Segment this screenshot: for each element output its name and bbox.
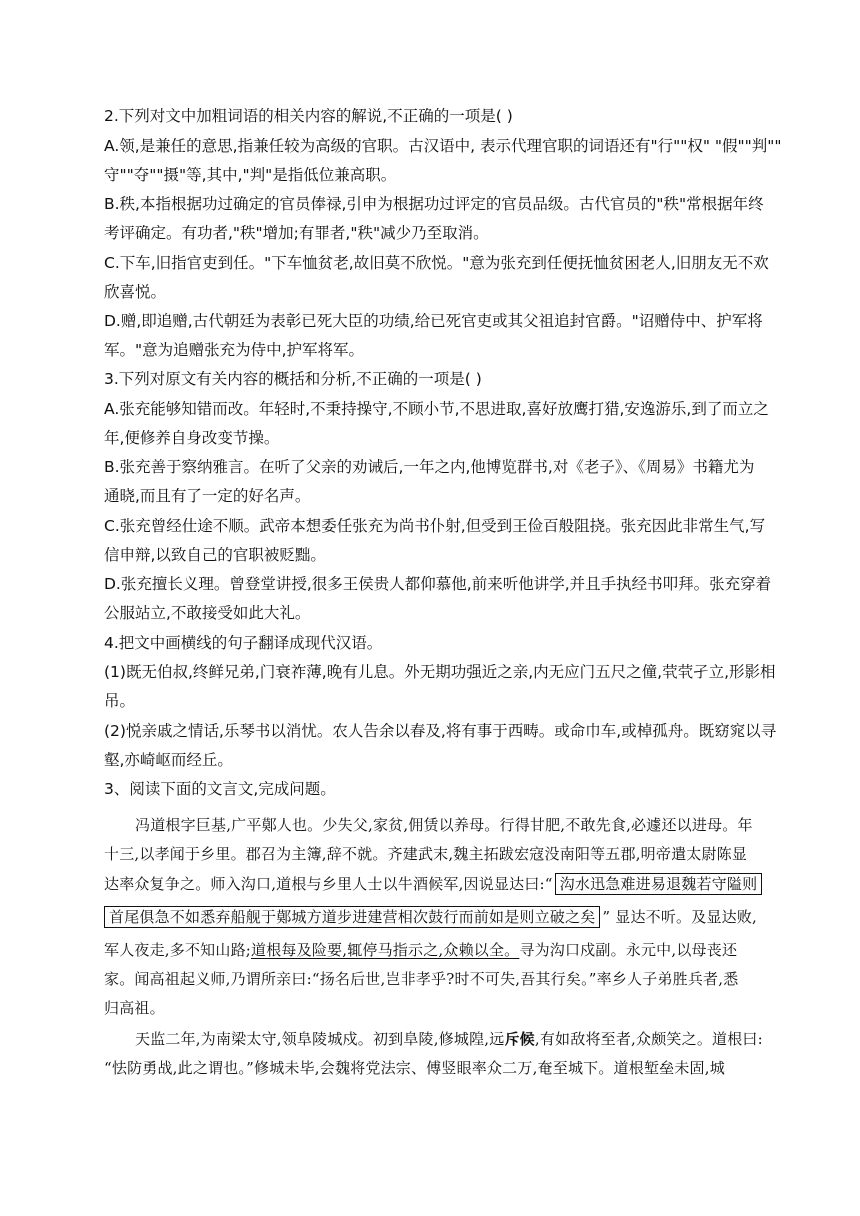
q3-stem: 3.下列对原文有关内容的概括和分析,不正确的一项是( ) <box>104 370 482 388</box>
section3-heading: 3、阅读下面的文言文,完成问题。 <box>104 780 336 798</box>
q3-option-a-line1: A.张充能够知错而改。年轻时,不秉持操守,不顾小节,不思进取,喜好放鹰打猎,安逸游乐,到了而立之 <box>104 400 769 418</box>
passage-text: 天监二年,为南梁太守,领阜陵城戍。初到阜陵,修城隍,远 <box>135 1030 505 1048</box>
passage-text: 军人夜走,多不知山路; <box>104 941 252 959</box>
passage-p1-line6: 家。闻高祖起义师,乃谓所亲曰:“扬名后世,岂非孝乎?时不可失,吾其行矣。”率乡人子弟胜兵者,悉 <box>104 970 739 988</box>
passage-p2-line2: “怯防勇战,此之谓也。”修城未毕,会魏将党法宗、傅竖眼率众二万,奄至城下。道根堑垒未固,城 <box>104 1059 725 1077</box>
boxed-sentence-part1: 沟水迅急难进易退魏若守隘则 <box>555 873 763 895</box>
bold-term: 斥候 <box>504 1030 535 1048</box>
q2-option-d-line2: 军。"意为追赠张充为侍中,护军将军。 <box>104 341 365 359</box>
q3-option-c-line1: C.张充曾经仕途不顺。武帝本想委任张充为尚书仆射,但受到王俭百般阻挠。张充因此非常生气,写 <box>104 517 766 535</box>
passage-p2-line1 <box>135 1029 764 1049</box>
q3-option-c-line2: 信申辩,以致自己的官职被贬黜。 <box>104 546 326 564</box>
passage-text: ,有如敌将至者,众颇笑之。道根曰: <box>534 1030 763 1048</box>
q3-option-d-line2: 公服站立,不敢接受如此大礼。 <box>104 604 311 622</box>
q3-option-a-line2: 年,便修养自身改变节操。 <box>104 429 280 447</box>
q2-option-b-line2: 考评确定。有功者,"秩"增加;有罪者,"秩"减少乃至取消。 <box>104 224 489 242</box>
passage-p1-line7: 归高祖。 <box>104 999 165 1017</box>
q2-option-a-line2: 守""夺""摄"等,其中,"判"是指低位兼高职。 <box>104 166 397 184</box>
q4-sentence2-line2: 壑,亦崎岖而经丘。 <box>104 751 233 769</box>
passage-p1-line1: 冯道根字巨基,广平鄚人也。少失父,家贫,佣赁以养母。行得甘肥,不敢先食,必遽还以进母。年 <box>135 816 753 834</box>
underlined-sentence: 道根每及险要,辄停马指示之,众赖以全。 <box>251 941 520 959</box>
q2-option-d-line1: D.赠,即追赠,古代朝廷为表彰已死大臣的功绩,给已死官吏或其父祖追封官爵。"诏赠侍中、护军将 <box>104 312 763 330</box>
passage-p1-line5 <box>104 940 764 960</box>
q4-sentence1-line2: 吊。 <box>104 692 136 710</box>
q2-option-c-line2: 欣喜悦。 <box>104 283 167 301</box>
passage-text: ” 显达不听。及显达败, <box>602 908 758 926</box>
q2-option-a-line1: A.领,是兼任的意思,指兼任较为高级的官职。古汉语中, 表示代理官职的词语还有"行""权" "假""判"" <box>104 137 782 155</box>
q4-stem: 4.把文中画横线的句子翻译成现代汉语。 <box>104 634 383 652</box>
q2-option-c-line1: C.下车,旧指官吏到任。"下车恤贫老,故旧莫不欣悦。"意为张充到任便抚恤贫困老人,旧朋友无不欢 <box>104 254 769 272</box>
q3-option-d-line1: D.张充擅长义理。曾登堂讲授,很多王侯贵人都仰慕他,前来听他讲学,并且手执经书叩拜。张充穿着 <box>104 575 772 593</box>
q4-sentence2-line1: (2)悦亲戚之情话,乐琴书以消忧。农人告余以春及,将有事于西畴。或命巾车,或棹孤舟。既窈窕以寻 <box>104 722 777 740</box>
q2-stem: 2.下列对文中加粗词语的相关内容的解说,不正确的一项是( ) <box>104 107 513 125</box>
q2-option-b-line1: B.秩,本指根据功过确定的官员俸禄,引申为根据功过评定的官员品级。古代官员的"秩"常根据年终 <box>104 195 764 213</box>
q4-sentence1-line1: (1)既无伯叔,终鲜兄弟,门衰祚薄,晚有儿息。外无期功强近之亲,内无应门五尺之僮,茕茕孑立,形影相 <box>104 663 776 681</box>
passage-p1-line4 <box>104 907 764 927</box>
q3-option-b-line2: 通晓,而且有了一定的好名声。 <box>104 487 311 505</box>
passage-text: 寻为沟口戍副。永元中,以母丧还 <box>519 941 738 959</box>
passage-text: 达率众复争之。师入沟口,道根与乡里人士以牛酒候军,因说显达曰:“ <box>104 875 553 893</box>
passage-p1-line3 <box>104 874 764 894</box>
passage-p1-line2: 十三,以孝闻于乡里。郡召为主簿,辞不就。齐建武末,魏主拓跋宏寇没南阳等五郡,明帝遣太尉陈显 <box>104 845 748 863</box>
q3-option-b-line1: B.张充善于察纳雅言。在听了父亲的劝诫后,一年之内,他博览群书,对《老子》、《周易》书籍尤为 <box>104 458 755 476</box>
boxed-sentence-part2: 首尾俱急不如悉弃船舰于鄚城方道步进建营相次鼓行而前如是则立破之矣 <box>104 906 600 928</box>
